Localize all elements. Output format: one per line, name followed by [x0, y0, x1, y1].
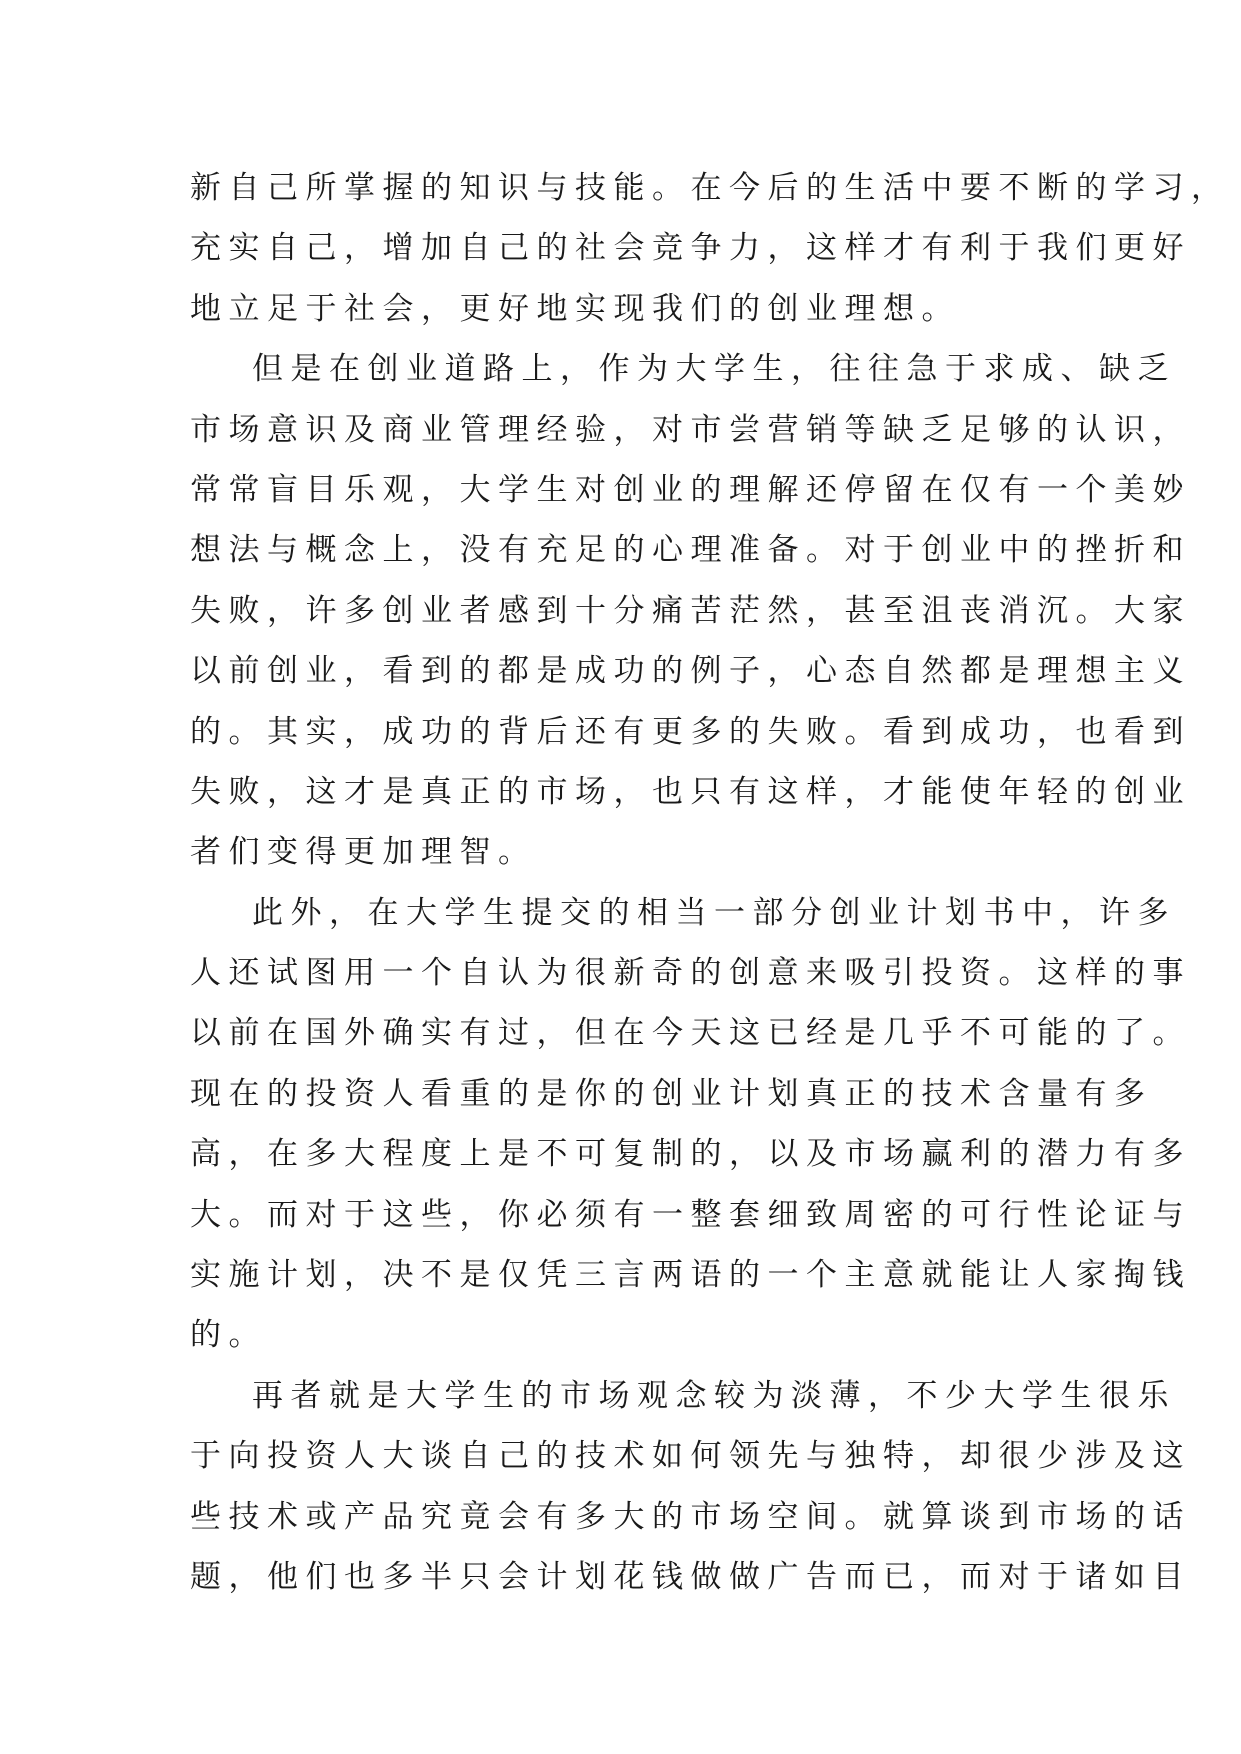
text-line: 市场意识及商业管理经验，对市尝营销等缺乏足够的认识， [190, 411, 1191, 448]
text-line: 常常盲目乐观，大学生对创业的理解还停留在仅有一个美妙 [190, 471, 1191, 508]
text-line: 些技术或产品究竟会有多大的市场空间。就算谈到市场的话 [190, 1498, 1191, 1535]
paragraph-start-line: 此外，在大学生提交的相当一部分创业计划书中，许多 [252, 894, 1176, 931]
text-line: 实施计划，决不是仅凭三言两语的一个主意就能让人家掏钱 [190, 1257, 1191, 1294]
text-line: 新自己所掌握的知识与技能。在今后的生活中要不断的学习， [190, 170, 1230, 206]
text-line: 者们变得更加理智。 [190, 834, 537, 871]
text-line: 于向投资人大谈自己的技术如何领先与独特，却很少涉及这 [190, 1438, 1191, 1475]
text-line: 失败，许多创业者感到十分痛苦茫然，甚至沮丧消沉。大家 [190, 592, 1191, 629]
text-line: 以前在国外确实有过，但在今天这已经是几乎不可能的了。 [190, 1015, 1191, 1052]
document-body [190, 158, 1230, 1607]
text-line: 人还试图用一个自认为很新奇的创意来吸引投资。这样的事 [190, 955, 1191, 992]
text-line: 地立足于社会，更好地实现我们的创业理想。 [190, 290, 960, 327]
text-line: 高，在多大程度上是不可复制的，以及市场赢利的潜力有多 [190, 1136, 1191, 1173]
paragraph-start-line: 再者就是大学生的市场观念较为淡薄，不少大学生很乐 [252, 1377, 1176, 1414]
text-line: 的。其实，成功的背后还有更多的失败。看到成功，也看到 [190, 713, 1191, 750]
paragraph-start-line: 但是在创业道路上，作为大学生，往往急于求成、缺乏 [252, 351, 1176, 388]
text-line: 充实自己，增加自己的社会竞争力，这样才有利于我们更好 [190, 230, 1191, 267]
text-line: 想法与概念上，没有充足的心理准备。对于创业中的挫折和 [190, 532, 1191, 569]
text-line: 题，他们也多半只会计划花钱做做广告而已，而对于诸如目 [190, 1558, 1191, 1595]
text-line: 大。而对于这些，你必须有一整套细致周密的可行性论证与 [190, 1196, 1191, 1233]
text-line: 以前创业，看到的都是成功的例子，心态自然都是理想主义 [190, 653, 1191, 690]
text-line: 失败，这才是真正的市场，也只有这样，才能使年轻的创业 [190, 773, 1191, 810]
text-line: 的。 [190, 1317, 267, 1354]
text-line: 现在的投资人看重的是你的创业计划真正的技术含量有多 [190, 1075, 1153, 1112]
